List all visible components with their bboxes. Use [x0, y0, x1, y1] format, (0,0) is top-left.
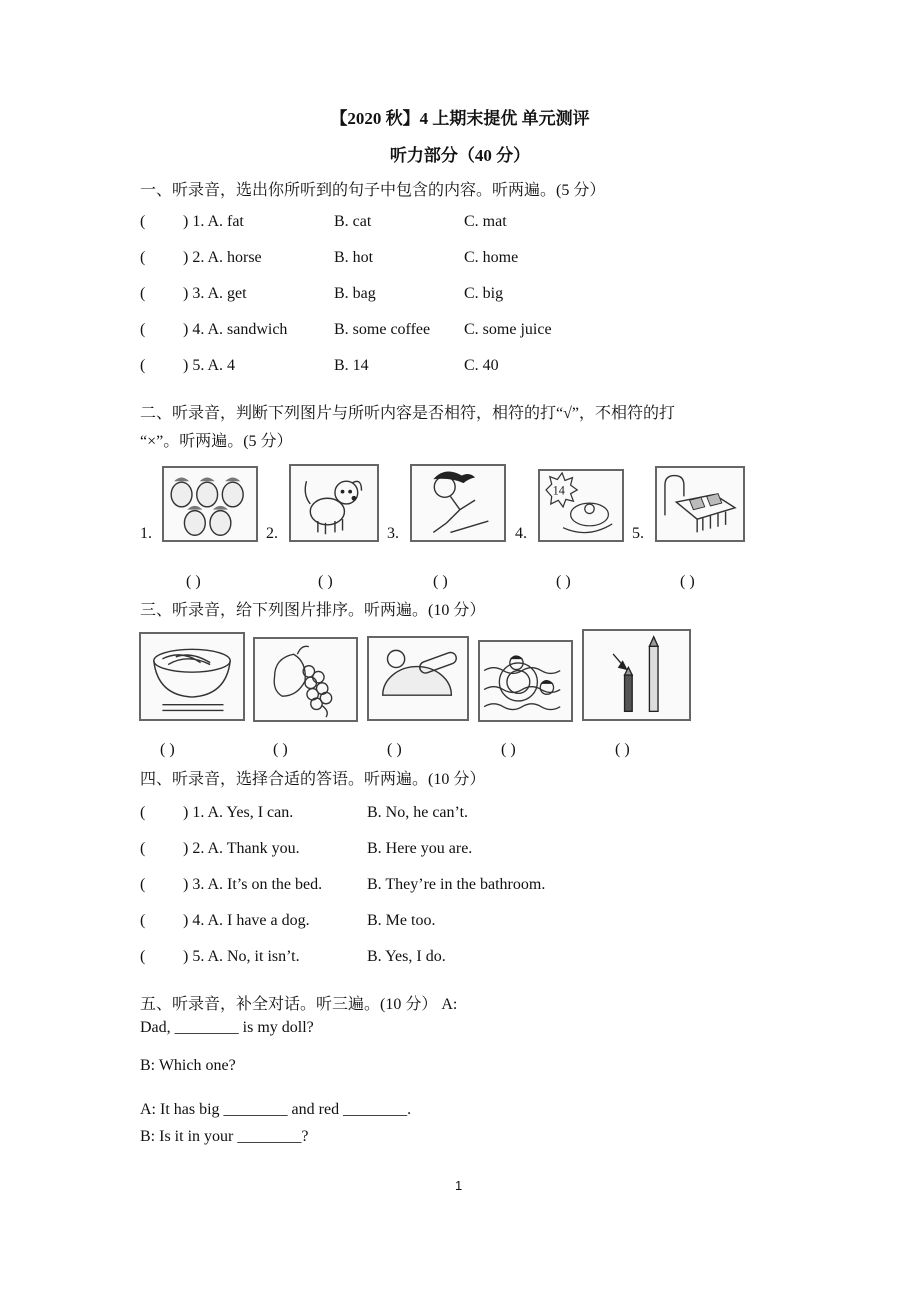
option-b: B. 14 — [334, 357, 369, 374]
option-a: ) 2. A. Thank you. — [183, 840, 300, 857]
option-b: B. Me too. — [367, 912, 436, 929]
option-b: B. Here you are. — [367, 840, 473, 857]
option-a: ) 3. A. It’s on the bed. — [183, 876, 323, 893]
option-b: B. cat — [334, 213, 372, 230]
option-a: ) 1. A. fat — [183, 213, 244, 230]
section-3-heading: 三、听录音，给下列图片排序。听两遍。(10 分） — [140, 602, 486, 619]
answer-bracket[interactable]: ( — [140, 912, 146, 929]
picture-label: 1. — [140, 525, 152, 542]
answer-bracket[interactable]: ( — [140, 840, 146, 857]
option-c: C. big — [464, 285, 504, 302]
answer-bracket[interactable]: ( — [140, 321, 146, 338]
answer-bracket[interactable]: ( — [140, 948, 146, 965]
answer-bracket[interactable]: ( — [140, 249, 146, 266]
answer-bracket[interactable]: ( ) — [501, 741, 516, 758]
option-a: ) 2. A. horse — [183, 249, 262, 266]
option-a: ) 5. A. 4 — [183, 357, 235, 374]
option-b: B. No, he can’t. — [367, 804, 469, 821]
dialogue-line: B: Is it in your ________? — [140, 1128, 309, 1145]
swimming-picture-icon — [478, 640, 573, 722]
answer-bracket[interactable]: ( ) — [387, 741, 402, 758]
section-4-heading: 四、听录音，选择合适的答语。听两遍。(10 分） — [140, 771, 486, 788]
ping-pong-picture-icon — [367, 636, 469, 721]
answer-bracket[interactable]: ( — [140, 357, 146, 374]
option-c: C. mat — [464, 213, 507, 230]
answer-bracket[interactable]: ( ) — [273, 741, 288, 758]
option-a: ) 4. A. I have a dog. — [183, 912, 310, 929]
svg-text:14: 14 — [552, 483, 565, 498]
answer-bracket[interactable]: ( ) — [556, 573, 571, 590]
dialogue-line: A: It has big ________ and red ________. — [140, 1101, 412, 1118]
bed-picture-icon — [655, 466, 745, 542]
option-b: B. hot — [334, 249, 374, 266]
option-b: B. bag — [334, 285, 376, 302]
dialogue-line: Dad, ________ is my doll? — [140, 1019, 314, 1036]
running-girl-picture-icon — [410, 464, 506, 542]
picture-label: 4. — [515, 525, 527, 542]
mangoes-picture-icon — [162, 466, 258, 542]
dog-picture-icon — [289, 464, 379, 542]
noodles-bowl-picture-icon — [139, 632, 245, 721]
birthday-14-picture-icon — [538, 469, 624, 542]
section-2-heading-line1: 二、听录音，判断下列图片与所听内容是否相符，相符的打“√”，不相符的打 — [140, 405, 675, 422]
option-c: C. some juice — [464, 321, 552, 338]
answer-bracket[interactable]: ( ) — [433, 573, 448, 590]
page-title: 【2020 秋】4 上期末提优 单元测评 — [330, 109, 590, 128]
grapes-picture-icon — [253, 637, 358, 722]
answer-bracket[interactable]: ( ) — [615, 741, 630, 758]
answer-bracket[interactable]: ( ) — [680, 573, 695, 590]
page-number: 1 — [455, 1178, 463, 1193]
picture-label: 2. — [266, 525, 278, 542]
answer-bracket[interactable]: ( ) — [318, 573, 333, 590]
section-1-heading: 一、听录音，选出你所听到的句子中包含的内容。听两遍。(5 分） — [140, 182, 606, 199]
answer-bracket[interactable]: ( ) — [186, 573, 201, 590]
option-c: C. 40 — [464, 357, 499, 374]
answer-bracket[interactable]: ( — [140, 213, 146, 230]
option-a: ) 1. A. Yes, I can. — [183, 804, 294, 821]
answer-bracket[interactable]: ( — [140, 804, 146, 821]
option-a: ) 3. A. get — [183, 285, 247, 302]
option-c: C. home — [464, 249, 519, 266]
option-a: ) 4. A. sandwich — [183, 321, 288, 338]
answer-bracket[interactable]: ( — [140, 285, 146, 302]
option-b: B. They’re in the bathroom. — [367, 876, 546, 893]
picture-label: 5. — [632, 525, 644, 542]
option-b: B. Yes, I do. — [367, 948, 446, 965]
pencils-picture-icon — [582, 629, 691, 721]
option-a: ) 5. A. No, it isn’t. — [183, 948, 300, 965]
answer-bracket[interactable]: ( ) — [160, 741, 175, 758]
dialogue-line: B: Which one? — [140, 1057, 236, 1074]
section-2-heading-line2: “×”。听两遍。(5 分） — [140, 433, 293, 450]
picture-label: 3. — [387, 525, 399, 542]
option-b: B. some coffee — [334, 321, 431, 338]
page-subtitle: 听力部分（40 分） — [389, 146, 531, 165]
section-5-heading: 五、听录音，补全对话。听三遍。(10 分） A: — [140, 996, 458, 1013]
answer-bracket[interactable]: ( — [140, 876, 146, 893]
